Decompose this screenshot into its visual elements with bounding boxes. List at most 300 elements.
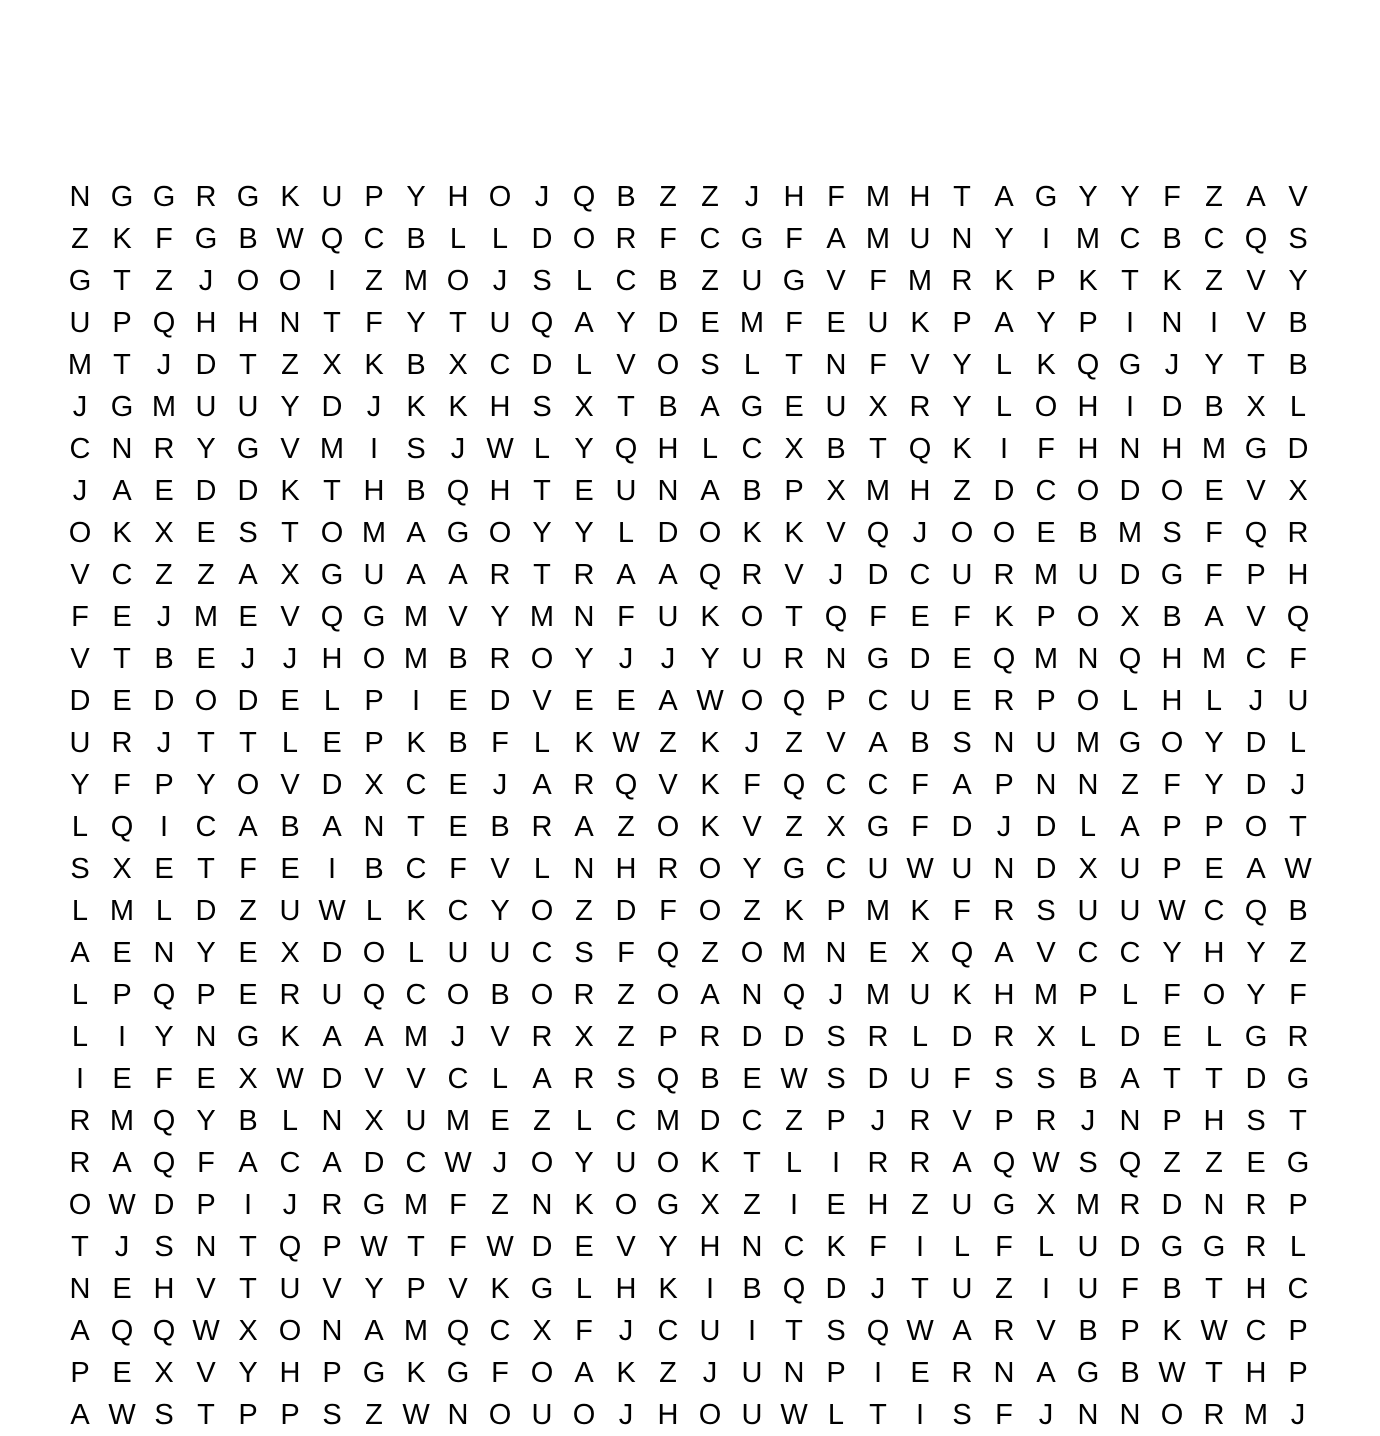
letter-cell[interactable]: P	[196, 1189, 216, 1221]
letter-cell[interactable]: Q	[1286, 601, 1310, 633]
letter-cell[interactable]: A	[322, 1021, 342, 1053]
letter-cell[interactable]: E	[448, 685, 468, 717]
letter-cell[interactable]: V	[1246, 601, 1266, 633]
letter-cell[interactable]: I	[1125, 307, 1135, 339]
letter-cell[interactable]: F	[155, 1063, 173, 1095]
letter-cell[interactable]: Z	[1289, 937, 1307, 969]
letter-cell[interactable]: Q	[446, 475, 470, 507]
letter-cell[interactable]: X	[574, 1021, 594, 1053]
letter-cell[interactable]: G	[782, 265, 806, 297]
letter-cell[interactable]: L	[71, 895, 89, 927]
letter-cell[interactable]: A	[364, 1021, 384, 1053]
letter-cell[interactable]: Q	[110, 811, 134, 843]
letter-cell[interactable]: H	[279, 1357, 301, 1389]
letter-cell[interactable]: O	[1160, 727, 1184, 759]
letter-cell[interactable]: D	[321, 1063, 343, 1095]
letter-cell[interactable]: P	[364, 727, 384, 759]
letter-cell[interactable]: F	[1289, 643, 1307, 675]
letter-cell[interactable]: Y	[280, 391, 300, 423]
letter-cell[interactable]: E	[322, 727, 342, 759]
letter-cell[interactable]: X	[238, 1315, 258, 1347]
letter-cell[interactable]: A	[658, 685, 678, 717]
letter-cell[interactable]: U	[951, 1189, 973, 1221]
letter-cell[interactable]: U	[741, 265, 763, 297]
letter-cell[interactable]: D	[153, 1189, 175, 1221]
letter-cell[interactable]: L	[407, 937, 425, 969]
letter-cell[interactable]: Q	[782, 979, 806, 1011]
letter-cell[interactable]: L	[575, 349, 593, 381]
letter-cell[interactable]: T	[197, 727, 215, 759]
letter-cell[interactable]: O	[698, 853, 722, 885]
letter-cell[interactable]: Y	[952, 391, 972, 423]
letter-cell[interactable]: J	[702, 1357, 718, 1389]
letter-cell[interactable]: U	[699, 1315, 721, 1347]
letter-cell[interactable]: U	[405, 1105, 427, 1137]
letter-cell[interactable]: D	[489, 685, 511, 717]
letter-cell[interactable]: C	[1287, 1273, 1309, 1305]
letter-cell[interactable]: H	[153, 1273, 175, 1305]
letter-cell[interactable]: P	[1288, 1357, 1308, 1389]
letter-cell[interactable]: C	[1203, 895, 1225, 927]
letter-cell[interactable]: Y	[574, 1147, 594, 1179]
letter-cell[interactable]: O	[698, 517, 722, 549]
letter-cell[interactable]: P	[70, 1357, 90, 1389]
letter-cell[interactable]: L	[995, 349, 1013, 381]
letter-cell[interactable]: E	[1036, 517, 1056, 549]
letter-cell[interactable]: W	[276, 223, 304, 255]
letter-cell[interactable]: N	[195, 1021, 217, 1053]
letter-cell[interactable]: H	[447, 181, 469, 213]
letter-cell[interactable]: I	[747, 1315, 757, 1347]
letter-cell[interactable]: L	[155, 895, 173, 927]
letter-cell[interactable]: C	[489, 1315, 511, 1347]
letter-cell[interactable]: B	[1120, 1357, 1140, 1389]
letter-cell[interactable]: T	[1205, 1357, 1223, 1389]
letter-cell[interactable]: T	[911, 1273, 929, 1305]
letter-cell[interactable]: K	[1078, 265, 1098, 297]
letter-cell[interactable]: U	[909, 223, 931, 255]
letter-cell[interactable]: F	[617, 601, 635, 633]
letter-cell[interactable]: F	[995, 1231, 1013, 1263]
letter-cell[interactable]: A	[700, 391, 720, 423]
letter-cell[interactable]: V	[658, 769, 678, 801]
letter-cell[interactable]: Y	[70, 769, 90, 801]
letter-cell[interactable]: A	[1246, 853, 1266, 885]
letter-cell[interactable]: K	[112, 223, 132, 255]
letter-cell[interactable]: J	[660, 643, 676, 675]
letter-cell[interactable]: Q	[152, 1147, 176, 1179]
letter-cell[interactable]: T	[617, 391, 635, 423]
letter-cell[interactable]: K	[700, 1147, 720, 1179]
letter-cell[interactable]: R	[195, 181, 217, 213]
letter-cell[interactable]: L	[1205, 685, 1223, 717]
letter-cell[interactable]: R	[489, 559, 511, 591]
letter-cell[interactable]: O	[488, 1399, 512, 1431]
letter-cell[interactable]: Z	[701, 181, 719, 213]
letter-cell[interactable]: Q	[614, 433, 638, 465]
letter-cell[interactable]: W	[906, 853, 934, 885]
letter-cell[interactable]: Y	[1204, 769, 1224, 801]
letter-cell[interactable]: N	[153, 937, 175, 969]
letter-cell[interactable]: R	[573, 559, 595, 591]
letter-cell[interactable]: U	[615, 475, 637, 507]
letter-cell[interactable]: M	[865, 181, 891, 213]
letter-cell[interactable]: D	[531, 1231, 553, 1263]
letter-cell[interactable]: R	[867, 1021, 889, 1053]
letter-cell[interactable]: R	[1287, 517, 1309, 549]
letter-cell[interactable]: S	[826, 1063, 846, 1095]
letter-cell[interactable]: D	[1035, 853, 1057, 885]
letter-cell[interactable]: O	[950, 517, 974, 549]
letter-cell[interactable]: Q	[320, 601, 344, 633]
letter-cell[interactable]: R	[909, 1105, 931, 1137]
letter-cell[interactable]: Q	[152, 1105, 176, 1137]
letter-cell[interactable]: N	[741, 979, 763, 1011]
letter-cell[interactable]: D	[657, 517, 679, 549]
letter-cell[interactable]: R	[951, 1357, 973, 1389]
letter-cell[interactable]: R	[909, 391, 931, 423]
letter-cell[interactable]: Z	[785, 1105, 803, 1137]
letter-cell[interactable]: P	[1120, 1315, 1140, 1347]
letter-cell[interactable]: Z	[659, 1357, 677, 1389]
letter-cell[interactable]: Y	[1288, 265, 1308, 297]
letter-cell[interactable]: P	[1036, 265, 1056, 297]
letter-cell[interactable]: N	[573, 601, 595, 633]
letter-cell[interactable]: R	[573, 979, 595, 1011]
letter-cell[interactable]: F	[113, 769, 131, 801]
letter-cell[interactable]: Q	[614, 769, 638, 801]
letter-cell[interactable]: P	[322, 1231, 342, 1263]
letter-cell[interactable]: C	[657, 1315, 679, 1347]
letter-cell[interactable]: H	[363, 475, 385, 507]
letter-cell[interactable]: K	[1162, 1315, 1182, 1347]
letter-cell[interactable]: O	[1202, 979, 1226, 1011]
letter-cell[interactable]: E	[112, 937, 132, 969]
letter-cell[interactable]: Z	[71, 223, 89, 255]
letter-cell[interactable]: Z	[701, 265, 719, 297]
letter-cell[interactable]: P	[1036, 601, 1056, 633]
letter-cell[interactable]: N	[573, 853, 595, 885]
letter-cell[interactable]: A	[322, 811, 342, 843]
letter-cell[interactable]: S	[238, 517, 258, 549]
letter-cell[interactable]: J	[1080, 1105, 1096, 1137]
letter-cell[interactable]: O	[236, 265, 260, 297]
letter-cell[interactable]: G	[236, 433, 260, 465]
letter-cell[interactable]: M	[109, 1105, 135, 1137]
letter-cell[interactable]: P	[112, 307, 132, 339]
letter-cell[interactable]: K	[700, 601, 720, 633]
letter-cell[interactable]: E	[742, 1063, 762, 1095]
letter-cell[interactable]: R	[1245, 1231, 1267, 1263]
letter-cell[interactable]: K	[280, 475, 300, 507]
letter-cell[interactable]: C	[1077, 937, 1099, 969]
letter-cell[interactable]: S	[616, 1063, 636, 1095]
letter-cell[interactable]: X	[910, 937, 930, 969]
letter-cell[interactable]: W	[906, 1315, 934, 1347]
letter-cell[interactable]: A	[1036, 1357, 1056, 1389]
letter-cell[interactable]: K	[994, 265, 1014, 297]
letter-cell[interactable]: B	[742, 1273, 762, 1305]
letter-cell[interactable]: F	[785, 223, 803, 255]
letter-cell[interactable]: L	[449, 223, 467, 255]
letter-cell[interactable]: Z	[281, 349, 299, 381]
letter-cell[interactable]: M	[865, 223, 891, 255]
letter-cell[interactable]: H	[867, 1189, 889, 1221]
letter-cell[interactable]: V	[196, 1273, 216, 1305]
letter-cell[interactable]: O	[656, 979, 680, 1011]
letter-cell[interactable]: Q	[782, 1273, 806, 1305]
letter-cell[interactable]: N	[825, 349, 847, 381]
letter-cell[interactable]: L	[701, 433, 719, 465]
letter-cell[interactable]: P	[154, 769, 174, 801]
letter-cell[interactable]: U	[447, 937, 469, 969]
letter-cell[interactable]: G	[320, 559, 344, 591]
letter-cell[interactable]: F	[239, 853, 257, 885]
letter-cell[interactable]: C	[783, 1231, 805, 1263]
letter-cell[interactable]: T	[323, 475, 341, 507]
letter-cell[interactable]: C	[741, 1105, 763, 1137]
letter-cell[interactable]: G	[446, 517, 470, 549]
letter-cell[interactable]: Y	[490, 601, 510, 633]
letter-cell[interactable]: I	[117, 1021, 127, 1053]
letter-cell[interactable]: F	[449, 1189, 467, 1221]
letter-cell[interactable]: U	[657, 601, 679, 633]
letter-cell[interactable]: K	[700, 769, 720, 801]
letter-cell[interactable]: H	[657, 433, 679, 465]
letter-cell[interactable]: L	[1205, 1021, 1223, 1053]
letter-cell[interactable]: R	[573, 1063, 595, 1095]
letter-cell[interactable]: D	[1119, 559, 1141, 591]
letter-cell[interactable]: K	[826, 1231, 846, 1263]
letter-cell[interactable]: S	[1036, 1063, 1056, 1095]
letter-cell[interactable]: Y	[1162, 937, 1182, 969]
letter-cell[interactable]: P	[1162, 811, 1182, 843]
letter-cell[interactable]: U	[489, 937, 511, 969]
letter-cell[interactable]: F	[911, 811, 929, 843]
letter-cell[interactable]: H	[489, 391, 511, 423]
letter-cell[interactable]: F	[659, 223, 677, 255]
letter-cell[interactable]: U	[321, 181, 343, 213]
letter-cell[interactable]: P	[196, 979, 216, 1011]
letter-cell[interactable]: R	[573, 769, 595, 801]
letter-cell[interactable]: Q	[782, 685, 806, 717]
letter-cell[interactable]: S	[154, 1399, 174, 1431]
letter-cell[interactable]: V	[406, 1063, 426, 1095]
letter-cell[interactable]: D	[69, 685, 91, 717]
letter-cell[interactable]: P	[1036, 685, 1056, 717]
letter-cell[interactable]: D	[825, 1273, 847, 1305]
letter-cell[interactable]: U	[321, 979, 343, 1011]
letter-cell[interactable]: Z	[953, 475, 971, 507]
letter-cell[interactable]: I	[159, 811, 169, 843]
letter-cell[interactable]: R	[69, 1105, 91, 1137]
letter-cell[interactable]: V	[70, 559, 90, 591]
letter-cell[interactable]: O	[1160, 475, 1184, 507]
letter-cell[interactable]: P	[1078, 979, 1098, 1011]
letter-cell[interactable]: X	[154, 517, 174, 549]
letter-cell[interactable]: N	[993, 727, 1015, 759]
letter-cell[interactable]: F	[1205, 559, 1223, 591]
letter-cell[interactable]: I	[831, 1147, 841, 1179]
letter-cell[interactable]: G	[782, 853, 806, 885]
letter-cell[interactable]: T	[533, 559, 551, 591]
letter-cell[interactable]: A	[700, 979, 720, 1011]
letter-cell[interactable]: C	[615, 265, 637, 297]
letter-cell[interactable]: N	[1035, 769, 1057, 801]
letter-cell[interactable]: B	[616, 181, 636, 213]
letter-cell[interactable]: M	[403, 265, 429, 297]
letter-cell[interactable]: W	[486, 433, 514, 465]
letter-cell[interactable]: M	[445, 1105, 471, 1137]
letter-cell[interactable]: E	[196, 517, 216, 549]
letter-cell[interactable]: L	[785, 1147, 803, 1179]
letter-cell[interactable]: A	[364, 1315, 384, 1347]
letter-cell[interactable]: P	[826, 1357, 846, 1389]
letter-cell[interactable]: V	[952, 1105, 972, 1137]
letter-cell[interactable]: J	[828, 559, 844, 591]
letter-cell[interactable]: P	[826, 685, 846, 717]
letter-cell[interactable]: E	[238, 601, 258, 633]
letter-cell[interactable]: E	[196, 643, 216, 675]
letter-cell[interactable]: B	[448, 727, 468, 759]
letter-cell[interactable]: K	[574, 1189, 594, 1221]
letter-cell[interactable]: W	[1032, 1147, 1060, 1179]
letter-cell[interactable]: M	[1075, 1189, 1101, 1221]
letter-cell[interactable]: N	[783, 1357, 805, 1389]
letter-cell[interactable]: N	[1203, 1189, 1225, 1221]
letter-cell[interactable]: A	[1120, 811, 1140, 843]
letter-cell[interactable]: F	[953, 895, 971, 927]
letter-cell[interactable]: W	[108, 1189, 136, 1221]
letter-cell[interactable]: L	[281, 727, 299, 759]
letter-cell[interactable]: U	[867, 853, 889, 885]
letter-cell[interactable]: V	[616, 1231, 636, 1263]
letter-cell[interactable]: L	[491, 1063, 509, 1095]
letter-cell[interactable]: G	[110, 181, 134, 213]
letter-cell[interactable]: G	[866, 643, 890, 675]
letter-cell[interactable]: R	[69, 1147, 91, 1179]
letter-cell[interactable]: J	[156, 727, 172, 759]
letter-cell[interactable]: L	[323, 685, 341, 717]
letter-cell[interactable]: F	[1163, 979, 1181, 1011]
letter-cell[interactable]: M	[1033, 643, 1059, 675]
letter-cell[interactable]: L	[743, 349, 761, 381]
letter-cell[interactable]: N	[363, 811, 385, 843]
letter-cell[interactable]: A	[70, 937, 90, 969]
letter-cell[interactable]: N	[69, 181, 91, 213]
letter-cell[interactable]: H	[699, 1231, 721, 1263]
letter-cell[interactable]: U	[489, 307, 511, 339]
letter-cell[interactable]: F	[827, 181, 845, 213]
letter-cell[interactable]: E	[238, 937, 258, 969]
letter-cell[interactable]: C	[867, 685, 889, 717]
letter-cell[interactable]: G	[446, 1357, 470, 1389]
letter-cell[interactable]: K	[574, 727, 594, 759]
letter-cell[interactable]: I	[915, 1399, 925, 1431]
letter-cell[interactable]: H	[321, 643, 343, 675]
letter-cell[interactable]: B	[700, 1063, 720, 1095]
letter-cell[interactable]: K	[1162, 265, 1182, 297]
letter-cell[interactable]: U	[1077, 895, 1099, 927]
letter-cell[interactable]: E	[112, 1273, 132, 1305]
letter-cell[interactable]: P	[1246, 559, 1266, 591]
letter-cell[interactable]: C	[405, 979, 427, 1011]
letter-cell[interactable]: W	[192, 1315, 220, 1347]
letter-cell[interactable]: P	[1162, 1105, 1182, 1137]
letter-cell[interactable]: B	[238, 1105, 258, 1137]
letter-cell[interactable]: Z	[491, 1189, 509, 1221]
letter-cell[interactable]: Z	[785, 811, 803, 843]
letter-cell[interactable]: I	[1125, 391, 1135, 423]
letter-cell[interactable]: E	[952, 643, 972, 675]
letter-cell[interactable]: X	[1036, 1189, 1056, 1221]
letter-cell[interactable]: Q	[110, 1315, 134, 1347]
letter-cell[interactable]: O	[740, 601, 764, 633]
letter-cell[interactable]: T	[785, 1315, 803, 1347]
letter-cell[interactable]: K	[280, 1021, 300, 1053]
letter-cell[interactable]: B	[742, 475, 762, 507]
letter-cell[interactable]: R	[1035, 1105, 1057, 1137]
letter-cell[interactable]: G	[656, 1189, 680, 1221]
letter-cell[interactable]: P	[364, 685, 384, 717]
letter-cell[interactable]: R	[993, 685, 1015, 717]
letter-cell[interactable]: J	[870, 1105, 886, 1137]
letter-cell[interactable]: D	[531, 349, 553, 381]
letter-cell[interactable]: N	[1077, 1399, 1099, 1431]
letter-cell[interactable]: X	[826, 811, 846, 843]
letter-cell[interactable]: T	[449, 307, 467, 339]
letter-cell[interactable]: T	[1163, 1063, 1181, 1095]
letter-cell[interactable]: C	[489, 349, 511, 381]
letter-cell[interactable]: D	[321, 391, 343, 423]
letter-cell[interactable]: V	[1036, 1315, 1056, 1347]
letter-cell[interactable]: O	[740, 685, 764, 717]
letter-cell[interactable]: D	[237, 475, 259, 507]
letter-cell[interactable]: A	[112, 475, 132, 507]
letter-cell[interactable]: P	[826, 895, 846, 927]
letter-cell[interactable]: J	[912, 517, 928, 549]
letter-cell[interactable]: E	[1162, 1021, 1182, 1053]
letter-cell[interactable]: K	[280, 181, 300, 213]
letter-cell[interactable]: H	[783, 181, 805, 213]
letter-cell[interactable]: X	[364, 769, 384, 801]
letter-cell[interactable]: J	[156, 601, 172, 633]
letter-cell[interactable]: O	[656, 1147, 680, 1179]
letter-cell[interactable]: D	[153, 685, 175, 717]
letter-cell[interactable]: Z	[617, 811, 635, 843]
letter-cell[interactable]: S	[154, 1231, 174, 1263]
letter-cell[interactable]: U	[363, 559, 385, 591]
letter-cell[interactable]: A	[994, 307, 1014, 339]
letter-cell[interactable]: D	[1245, 769, 1267, 801]
letter-cell[interactable]: T	[533, 475, 551, 507]
letter-cell[interactable]: O	[740, 937, 764, 969]
letter-cell[interactable]: E	[154, 853, 174, 885]
letter-cell[interactable]: F	[953, 1063, 971, 1095]
letter-cell[interactable]: O	[992, 517, 1016, 549]
letter-cell[interactable]: F	[869, 601, 887, 633]
letter-cell[interactable]: X	[154, 1357, 174, 1389]
letter-cell[interactable]: U	[741, 643, 763, 675]
letter-cell[interactable]: B	[1162, 223, 1182, 255]
letter-cell[interactable]: T	[113, 265, 131, 297]
letter-cell[interactable]: Z	[743, 895, 761, 927]
letter-cell[interactable]: V	[1246, 265, 1266, 297]
letter-cell[interactable]: N	[657, 475, 679, 507]
letter-cell[interactable]: Z	[617, 979, 635, 1011]
letter-cell[interactable]: F	[71, 601, 89, 633]
letter-cell[interactable]: Y	[616, 307, 636, 339]
